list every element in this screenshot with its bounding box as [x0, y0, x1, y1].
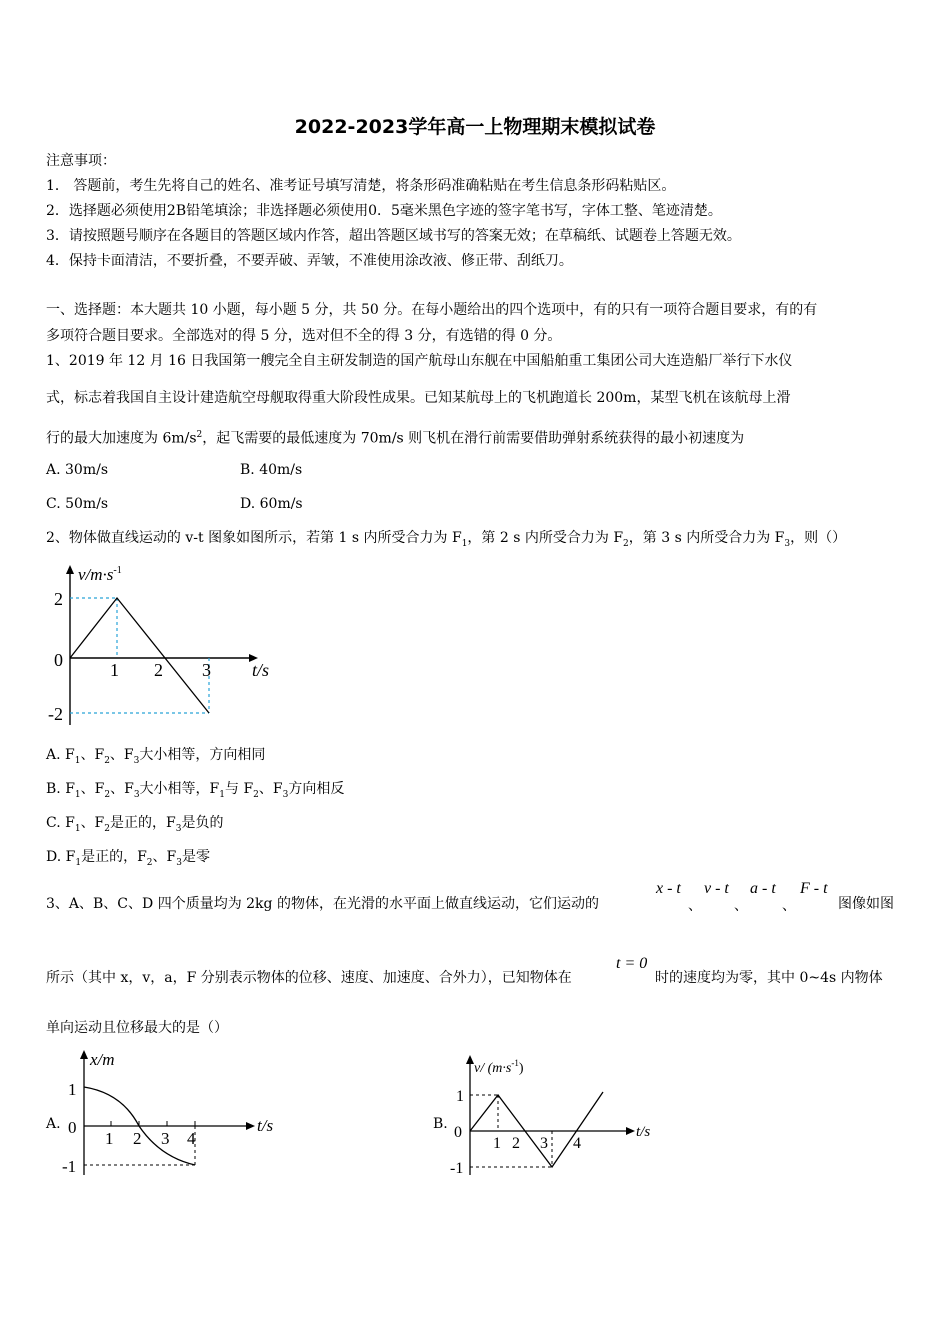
- notice-heading: 注意事项：: [46, 153, 116, 169]
- qa-x-label: t/s: [257, 1116, 274, 1135]
- q3-formula-at: a - t: [750, 880, 776, 897]
- q1-line3-sup: 2: [196, 430, 203, 440]
- q3-graph-b-label: B.: [433, 1116, 448, 1132]
- qb-x-tick-4: 4: [573, 1135, 581, 1152]
- notice-item-4: 4．保持卡面清洁，不要折叠，不要弄破、弄皱，不准使用涂改液、修正带、刮纸刀。: [46, 253, 573, 269]
- q1-option-a: A. 30m/s: [46, 462, 109, 478]
- q3-formula-xt: x - t: [656, 880, 681, 897]
- section1-line2: 多项符合题目要求。全部选对的得 5 分，选对但不全的得 3 分，有选错的得 0 分。: [46, 328, 562, 344]
- q1-line3-a: 行的最大加速度为 6m/s: [46, 430, 197, 447]
- q3-sep-1: 、: [688, 898, 702, 914]
- q3-stem1-end: 图像如图: [838, 896, 894, 912]
- qb-y-tick-1: 1: [456, 1088, 464, 1105]
- q2-y-tick-0: 0: [54, 650, 63, 670]
- q1-line3-b: ，起飞需要的最低速度为 70m/s 则飞机在滑行前需要借助弹射系统获得的最小初速度为: [202, 430, 745, 447]
- q1-option-c: C. 50m/s: [46, 496, 109, 512]
- q2-x-tick-1: 1: [110, 660, 119, 680]
- section1-line1: 一、选择题：本大题共 10 小题，每小题 5 分，共 50 分。在每小题给出的四个选项中，有的只有一项符合题目要求，有的有: [46, 302, 818, 318]
- qb-y-tick-neg1: -1: [450, 1160, 464, 1177]
- q2-stem-sub3: 3: [784, 538, 791, 549]
- q2-option-d: D. $F_1$是正的，$F_2$、$F_3$是零: [46, 849, 210, 868]
- q2-option-b: B. $F_1$、$F_2$、$F_3$大小相等，$F_1$与 $F_2$、$F_3$方向相反: [46, 781, 345, 800]
- q2-vt-graph: [46, 560, 286, 730]
- q2-stem-sub1: 1: [461, 538, 468, 549]
- q2-stem-d: ，则（）: [790, 530, 847, 546]
- notice-item-3: 3．请按照题号顺序在各题目的答题区域内作答，超出答题区域书写的答案无效；在草稿纸、试题卷上答题无效。: [46, 228, 741, 244]
- q3-formula-vt: v - t: [704, 880, 729, 897]
- qb-x-label: t/s: [636, 1124, 651, 1140]
- qb-x-tick-2: 2: [512, 1135, 520, 1152]
- q2-y-label: $v/m\cdot s^{-1}$: [78, 565, 122, 584]
- q3-stem2-a: 所示（其中 x，v，a，F 分别表示物体的位移、速度、加速度、合外力），已知物体在: [46, 970, 572, 986]
- notice-item-1: 1． 答题前，考生先将自己的姓名、准考证号填写清楚，将条形码准确粘贴在考生信息条形码粘贴区。: [46, 178, 676, 194]
- qa-x-tick-4: 4: [187, 1129, 196, 1148]
- qb-vt-line: [470, 1092, 603, 1167]
- q3-sep-2: 、: [734, 898, 748, 914]
- q1-line3: [46, 425, 744, 449]
- qb-x-tick-3: 3: [540, 1135, 548, 1152]
- q3-stem1: 3、A、B、C、D 四个质量均为 2kg 的物体，在光滑的水平面上做直线运动，它们运动的: [46, 896, 599, 912]
- q1-line1: 1、2019 年 12 月 16 日我国第一艘完全自主研发制造的国产航母山东舰在中国船舶重工集团公司大连造船厂举行下水仪: [46, 353, 793, 369]
- qa-x-arrow: [246, 1122, 255, 1130]
- q2-vt-line: [70, 598, 209, 713]
- q2-option-c: C. $F_1$、$F_2$是正的，$F_3$是负的: [46, 815, 224, 834]
- q2-stem-a: 2、物体做直线运动的 v-t 图象如图所示，若第 1 s 内所受合力为 F: [46, 530, 462, 546]
- q3-graph-a: [60, 1045, 290, 1180]
- q2-option-a: A. $F_1$、$F_2$、$F_3$大小相等，方向相同: [46, 747, 266, 766]
- qa-y-tick-1: 1: [68, 1080, 77, 1099]
- q3-formula-ft: F - t: [800, 880, 828, 897]
- q2-y-tick-neg2: -2: [48, 704, 63, 724]
- page-title: 2022-2023学年高一上物理期末模拟试卷: [294, 116, 656, 138]
- q1-option-d: D. 60m/s: [240, 496, 303, 512]
- qa-x-tick-1: 1: [105, 1129, 114, 1148]
- qa-x-tick-3: 3: [161, 1129, 170, 1148]
- q2-stem: [46, 528, 846, 554]
- qa-y-tick-neg1: -1: [62, 1157, 77, 1176]
- q3-sep-3: 、: [782, 898, 796, 914]
- q2-y-arrow: [66, 565, 74, 574]
- q3-formula-t0: t = 0: [616, 955, 648, 972]
- qa-y-arrow: [80, 1050, 88, 1059]
- q2-x-label: t/s: [252, 660, 270, 680]
- q2-x-tick-2: 2: [154, 660, 163, 680]
- q2-stem-c: ，第 3 s 内所受合力为 F: [628, 530, 785, 546]
- qa-x-tick-2: 2: [133, 1129, 142, 1148]
- qb-x-arrow: [626, 1127, 635, 1135]
- q3-stem3: 单向运动且位移最大的是（）: [46, 1020, 228, 1036]
- q2-x-tick-3: 3: [202, 660, 211, 680]
- qa-y-label: x/m: [90, 1050, 115, 1069]
- q3-graph-a-label: A.: [46, 1116, 61, 1132]
- q1-option-b: B. 40m/s: [240, 462, 303, 478]
- qb-y-tick-0: 0: [454, 1124, 462, 1141]
- qb-y-label: v/ $(m\cdot s^{-1})$: [474, 1058, 524, 1076]
- q2-stem-b: ，第 2 s 内所受合力为 F: [467, 530, 624, 546]
- qb-y-arrow: [466, 1055, 474, 1064]
- q2-y-tick-2: 2: [54, 589, 63, 609]
- qb-x-tick-1: 1: [493, 1135, 501, 1152]
- q1-line2: 式，标志着我国自主设计建造航空母舰取得重大阶段性成果。已知某航母上的飞机跑道长 200m，某型飞机在该航母上滑: [46, 390, 791, 406]
- notice-item-2: 2．选择题必须使用2B铅笔填涂；非选择题必须使用0．5毫米黑色字迹的签字笔书写，字体工整、笔迹清楚。: [46, 203, 722, 219]
- q3-stem2-b: 时的速度均为零，其中 0~4s 内物体: [655, 970, 883, 986]
- qa-y-tick-0: 0: [68, 1118, 77, 1137]
- q3-graph-b: [448, 1050, 668, 1180]
- q2-stem-sub2: 2: [623, 538, 629, 549]
